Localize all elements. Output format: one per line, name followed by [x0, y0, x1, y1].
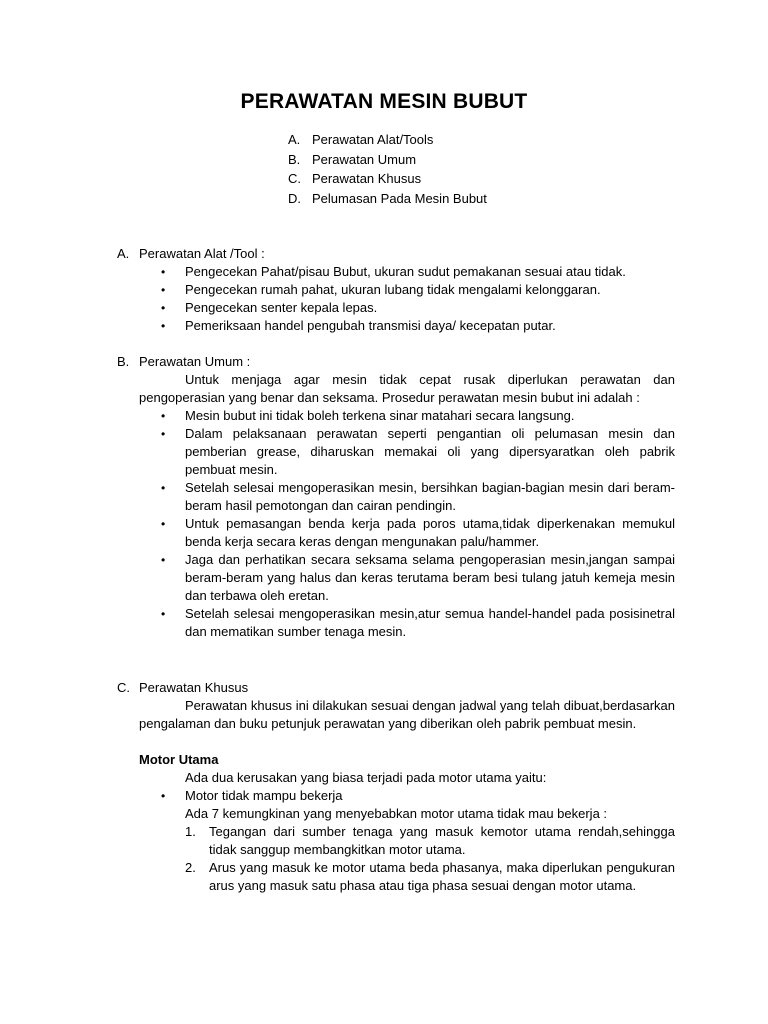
list-item — [117, 299, 675, 317]
table-of-contents — [288, 130, 487, 208]
toc-text: Perawatan Alat/Tools — [312, 132, 434, 147]
subsection-title: Motor Utama — [139, 752, 219, 767]
list-item — [117, 317, 675, 335]
list-item-text: Dalam pelaksanaan perawatan seperti pengantian oli pelumasan mesin dan pemberian grease, diharuskan memakai oli yang dipersyaratkan oleh pabrik pembuat mesin. — [185, 426, 675, 477]
list-item — [117, 407, 675, 425]
numbered-item — [117, 823, 675, 859]
bullet-icon: • — [161, 481, 166, 495]
list-item — [117, 515, 675, 551]
numbered-list — [117, 823, 675, 895]
toc-item — [288, 150, 487, 170]
bullet-icon: • — [161, 517, 166, 531]
bullet-icon: • — [161, 607, 166, 621]
numbered-item-text: Tegangan dari sumber tenaga yang masuk kemotor utama rendah,sehingga tidak sanggup membangkitkan motor utama. — [209, 824, 675, 857]
bullet-icon: • — [161, 265, 166, 279]
toc-text: Perawatan Umum — [312, 151, 417, 167]
list-item — [117, 263, 675, 281]
list-item-text: Pengecekan rumah pahat, ukuran lubang tidak mengalami kelonggaran. — [185, 282, 601, 297]
list-item-text: Untuk pemasangan benda kerja pada poros utama,tidak diperkenakan memukul benda kerja secara keras dengan mengunakan palu/hammer. — [185, 516, 675, 549]
bullet-list — [117, 263, 675, 335]
section-heading — [117, 679, 675, 697]
section-b — [117, 353, 675, 641]
toc-item — [288, 169, 487, 189]
item-number: 2. — [185, 860, 196, 875]
list-item — [117, 479, 675, 515]
toc-item — [288, 189, 487, 209]
list-item-text: Pemeriksaan handel pengubah transmisi daya/ kecepatan putar. — [185, 318, 556, 333]
section-a — [117, 245, 675, 335]
toc-letter: C. — [288, 171, 301, 186]
section-heading — [117, 353, 675, 371]
list-item — [117, 425, 675, 479]
bullet-icon: • — [161, 553, 166, 567]
bullet-icon: • — [161, 301, 166, 315]
list-item-text: Jaga dan perhatikan secara seksama selama pengoperasian mesin,jangan sampai beram-beram yang halus dan keras terutama beram besi tulang jatuh kemeja mesin dan terbawa oleh eretan. — [185, 552, 675, 603]
toc-letter: D. — [288, 190, 301, 206]
list-item — [117, 787, 675, 805]
bullet-list — [117, 787, 675, 805]
section-heading — [117, 245, 675, 263]
bullet-icon: • — [161, 319, 166, 333]
toc-item — [288, 130, 487, 150]
section-letter: B. — [117, 354, 130, 369]
bullet-icon: • — [161, 789, 166, 803]
numbered-item-text: Arus yang masuk ke motor utama beda phasanya, maka diperlukan pengukuran arus yang masuk satu phasa atau tiga phasa sesuai dengan motor utama. — [209, 860, 675, 893]
list-item — [117, 605, 675, 641]
toc-text: Perawatan Khusus — [312, 171, 422, 186]
section-title: Perawatan Khusus — [139, 680, 249, 695]
cause-intro: Ada 7 kemungkinan yang menyebabkan motor utama tidak mau bekerja : — [185, 806, 608, 821]
list-item-text: Setelah selesai mengoperasikan mesin,atur semua handel-handel pada posisinetral dan mematikan sumber tenaga mesin. — [185, 606, 675, 639]
list-item — [117, 551, 675, 605]
list-item-text: Pengecekan senter kepala lepas. — [185, 300, 378, 315]
section-intro: Untuk menjaga agar mesin tidak cepat rusak diperlukan perawatan dan pengoperasian yang benar dan seksama. Prosedur perawatan mesin bubut ini adalah : — [139, 372, 675, 405]
numbered-item — [117, 859, 675, 895]
section-c — [117, 679, 675, 895]
list-item — [117, 281, 675, 299]
section-title: Perawatan Alat /Tool : — [139, 246, 265, 261]
bullet-icon: • — [161, 283, 166, 297]
list-item-text: Setelah selesai mengoperasikan mesin, bersihkan bagian-bagian mesin dari beram-beram hasil pemotongan dan cairan pendingin. — [185, 480, 675, 513]
bullet-list — [117, 407, 675, 641]
section-intro: Perawatan khusus ini dilakukan sesuai dengan jadwal yang telah dibuat,berdasarkan pengalaman dan buku petunjuk perawatan yang diberikan oleh pabrik pembuat mesin. — [139, 698, 675, 731]
section-letter: C. — [117, 680, 130, 695]
toc-letter: B. — [288, 151, 301, 167]
section-letter: A. — [117, 246, 130, 261]
toc-letter: A. — [288, 132, 301, 147]
bullet-icon: • — [161, 427, 166, 441]
section-title: Perawatan Umum : — [139, 354, 251, 369]
list-item-text: Pengecekan Pahat/pisau Bubut, ukuran sudut pemakanan sesuai atau tidak. — [185, 264, 626, 279]
list-item-text: Motor tidak mampu bekerja — [185, 788, 343, 803]
item-number: 1. — [185, 824, 196, 839]
toc-text: Pelumasan Pada Mesin Bubut — [312, 190, 487, 206]
bullet-icon: • — [161, 409, 166, 423]
subsection-intro: Ada dua kerusakan yang biasa terjadi pada motor utama yaitu: — [185, 770, 547, 785]
list-item-text: Mesin bubut ini tidak boleh terkena sinar matahari secara langsung. — [185, 408, 575, 423]
page-title: PERAWATAN MESIN BUBUT — [240, 90, 528, 113]
